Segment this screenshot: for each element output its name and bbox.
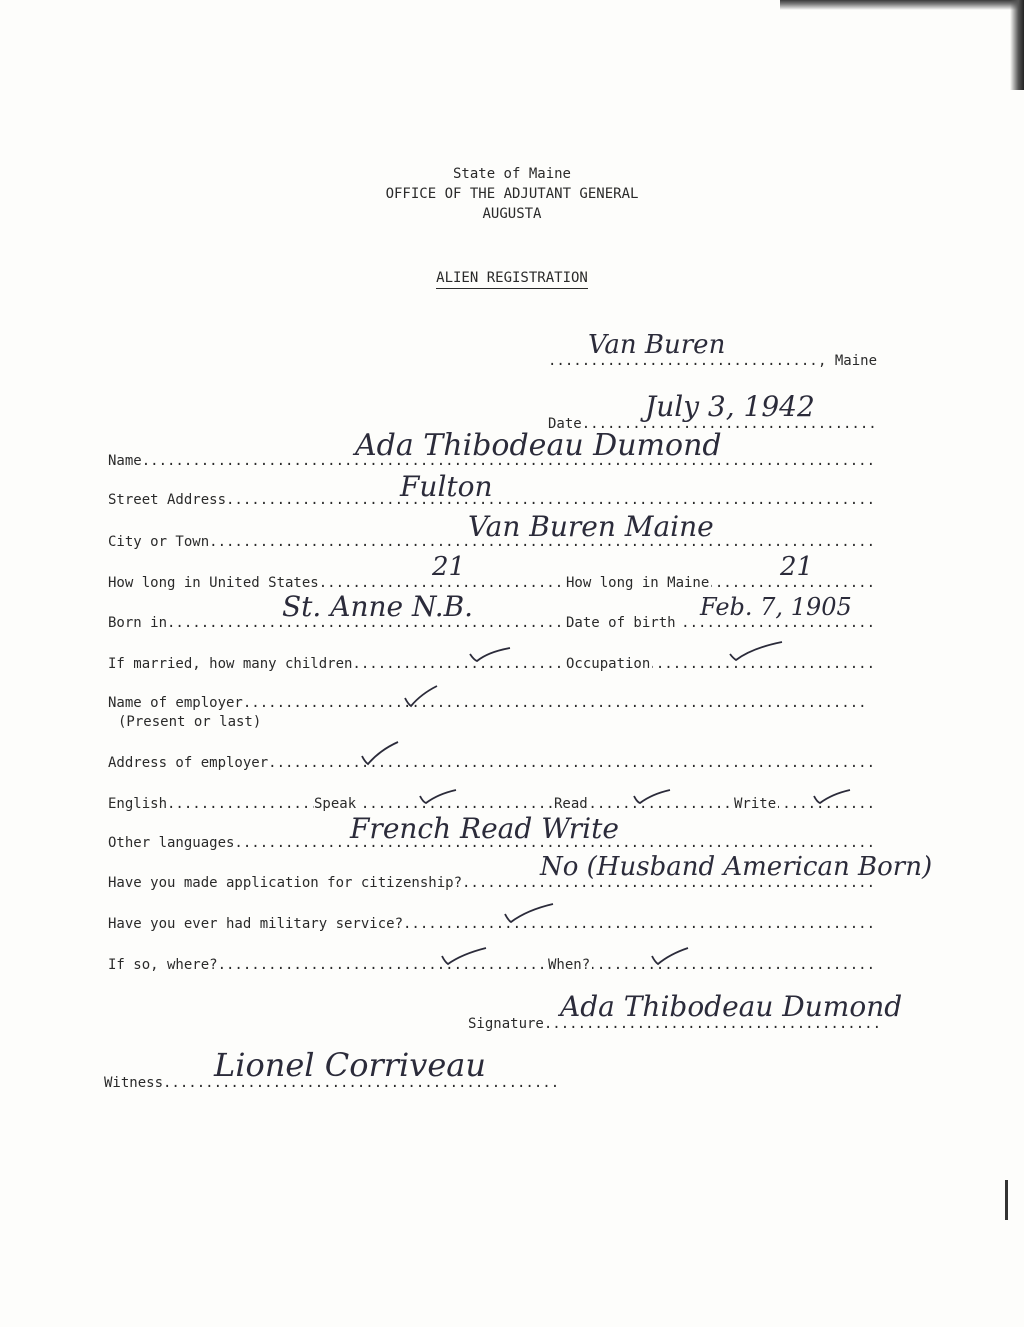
date-label: Date [548,413,584,435]
citizenship-value: No (Husband American Born) [540,852,933,882]
when-label: When? [548,954,592,976]
if-so-label: If so, where? [108,954,220,976]
city-label: City or Town [108,531,211,553]
street-label: Street Address [108,489,228,511]
citizenship-label: Have you made application for citizenship? [108,872,464,894]
signature-label: Signature [468,1013,546,1035]
born-in-value: St. Anne N.B. [282,590,474,623]
witness-label: Witness [104,1072,165,1094]
date-of-birth-value: Feb. 7, 1905 [700,593,852,621]
header-office: OFFICE OF THE ADJUTANT GENERAL [385,186,639,202]
english-label: English [108,793,169,815]
employer-address-check-mark [360,740,394,754]
english-read-label: Read [554,793,590,815]
english-write-label: Write [734,793,778,815]
place-value: Van Buren [588,330,726,360]
place-suffix: , Maine [818,350,879,372]
read-check-mark [632,788,666,802]
scan-edge-top [780,0,1024,10]
street-value: Fulton [400,470,493,503]
employer-address-row [108,752,878,774]
when-check-mark [650,946,684,960]
scan-edge-right [1010,0,1024,90]
born-in-label: Born in [108,612,169,634]
header-city: AUGUSTA [482,206,542,222]
military-label: Have you ever had military service? [108,913,405,935]
employer-label: Name of employer [108,692,245,714]
military-check-mark [503,902,537,916]
other-languages-label: Other languages [108,832,236,854]
military-row [108,913,878,935]
english-speak-label: Speak [314,793,358,815]
signature-value: Ada Thibodeau Dumond [560,990,903,1023]
if-so-row [108,954,878,976]
how-long-us-value: 21 [432,552,466,582]
how-long-maine-value: 21 [780,552,814,582]
children-check-mark [468,646,502,660]
how-long-us-label: How long in United States [108,572,321,594]
employer-row [108,692,878,714]
header-state: State of Maine [452,166,571,182]
children-label: If married, how many children [108,653,354,675]
name-label: Name [108,450,144,472]
occupation-check-mark [728,640,762,654]
name-value: Ada Thibodeau Dumond [355,428,722,463]
write-check-mark [812,788,846,802]
other-languages-value: French Read Write [350,812,619,845]
speak-check-mark [418,788,452,802]
date-of-birth-label: Date of birth [566,612,678,634]
how-long-row [108,572,878,594]
where-check-mark [440,946,474,960]
form-header [0,164,1024,224]
street-row [108,489,878,511]
date-value: July 3, 1942 [645,390,815,423]
employer-sublabel: (Present or last) [118,714,262,730]
employer-address-label: Address of employer [108,752,270,774]
how-long-maine-label: How long in Maine [566,572,711,594]
witness-value: Lionel Corriveau [214,1046,486,1084]
employer-check-mark [403,684,437,698]
occupation-label: Occupation [566,653,652,675]
scan-mark [1005,1180,1008,1220]
form-title: ALIEN REGISTRATION [0,270,1024,286]
city-value: Van Buren Maine [468,510,714,543]
